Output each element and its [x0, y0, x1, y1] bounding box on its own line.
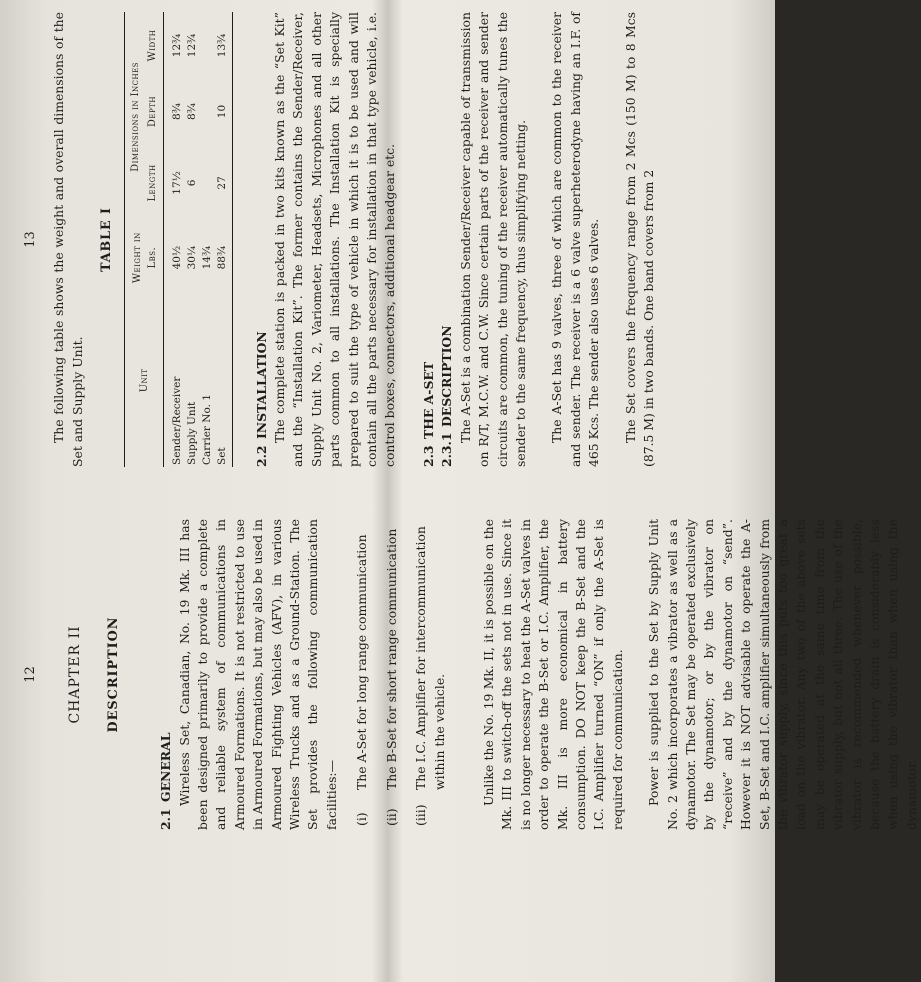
cell-width: 12¾	[185, 33, 198, 58]
chapter-heading: CHAPTER II	[67, 625, 84, 724]
list-item	[412, 519, 449, 830]
cell-width	[200, 12, 215, 79]
table-title: TABLE I	[98, 207, 114, 272]
table-row	[200, 12, 215, 467]
cell-width: 12¾	[170, 33, 183, 58]
column-header-dimensions: Dimensions in Inches	[124, 12, 144, 222]
column-header-length: Length	[144, 144, 164, 221]
cell-length: 17½	[170, 171, 183, 195]
list-item	[353, 519, 371, 830]
list-item-text: The B-Set for short range communication	[383, 528, 399, 790]
page-number: 12	[23, 666, 38, 683]
cell-depth	[200, 79, 215, 144]
section-number: 2.3.1	[439, 432, 455, 467]
paragraph-installation: The complete station is packed in two kits known as the “Set Kit” and the “Installation Kit”. The former contains the Sender/Receiver, Supply Unit No. 2, Variometer, Headsets, Microphones and all other parts common to all installations. The Installation Kit is specially prepared to suit the type of vehicle in which it is to be used and will contain all the parts necessary for installation in that type vehicle, i.e. control boxes, connectors, additional headgear etc.	[272, 12, 398, 467]
list-item-number: (iii)	[413, 804, 429, 826]
section-title: GENERAL	[158, 732, 174, 802]
cell-width: 13¾	[215, 12, 233, 79]
section-heading-2-3	[420, 12, 438, 467]
facilities-list	[353, 519, 449, 830]
page-12	[0, 491, 919, 982]
cell-depth: 8¾	[185, 103, 198, 120]
weights-dimensions-table	[124, 12, 233, 467]
list-item-text: The A-Set for long range communication	[354, 534, 370, 790]
page-number: 13	[23, 231, 38, 248]
table-row	[163, 12, 185, 467]
cell-length: 6	[185, 179, 198, 187]
paragraph-table-intro: The following table shows the weight and overall dimensions of the Set and Supply Unit.	[51, 12, 85, 467]
section-heading-2-2	[253, 12, 271, 467]
column-header-depth: Depth	[144, 79, 164, 144]
list-item-number: (i)	[354, 812, 370, 826]
paragraph-power-supply: Power is supplied to the Set by Supply Unit No. 2 which incorporates a vibrator as well as a dynamotor. The Set may be operated exclusively by the dynamotor; or by the vibrator on “receive” and by the dynamotor on “send”. However it is NOT advisable to operate the A-Set, B-Set and I.C. amplifier simultaneously from the vibrator supply, since this puts too great a load on the vibrator. Any two of the above sets may be operated at the same time from the vibrator supply, but not all three. The use of the vibrator is recommended whenever possible, because the battery drain is considerably less when using the vibrator than when using the dynamotor.	[646, 519, 919, 830]
list-item-number: (ii)	[383, 808, 399, 826]
cell-depth: 10	[215, 79, 233, 144]
paragraph-mk3-switching: Unlike the No. 19 Mk. II, it is possible on the Mk. III to switch-off the sets not in use. Since it is no longer necessary to heat the A-Set valves in order to operate the B-Set or I.C. Amplifier, the Mk. III is more economical in battery consumption. DO NOT keep the B-Set and the I.C. Amplifier turned “ON” if only the A-Set is required for communication.	[480, 519, 625, 830]
cell-unit: Sender/Receiver	[170, 376, 183, 465]
cell-weight: 88¾	[215, 222, 233, 294]
cell-weight: 14¾	[200, 245, 213, 270]
section-heading-2-3-1	[438, 12, 456, 467]
cell-weight: 40½	[170, 245, 183, 270]
section-title: THE A-SET	[420, 361, 436, 439]
section-number: 2.3	[420, 445, 436, 467]
cell-unit: Carrier No. 1	[200, 394, 213, 465]
section-heading-2-1	[157, 519, 175, 830]
cell-length: 27	[215, 144, 233, 221]
column-header-weight: Weight in Lbs.	[124, 222, 163, 294]
paragraph-general-intro: Wireless Set, Canadian, No. 19 Mk. III has been designed primarily to provide a complete and reliable system of communications in Armoured Formations. It is not restricted to use in Armoured Formations, but may also be used in Armoured Fighting Vehicles (AFV), in various Wireless Trucks and as a Ground-Station. The Set provides the following communication facilities:—	[176, 519, 339, 830]
section-title: DESCRIPTION	[439, 325, 455, 427]
page-13	[0, 0, 775, 491]
paragraph-aset-description: The A-Set is a combination Sender/Receiver capable of transmission on R/T, M.C.W. and C.W. Since certain parts of the receiver and sender circuits are common, the tuning of the receiver automatically tunes the sender to the same frequency, thus simplifying netting.	[457, 12, 528, 467]
paragraph-aset-frequency: The Set covers the frequency range from 2 Mcs (150 M) to 8 Mcs (87.5 M) in two bands. One band covers from 2	[622, 12, 656, 467]
column-header-unit: Unit	[124, 294, 163, 467]
table-row	[185, 12, 200, 467]
cell-length	[200, 144, 215, 221]
cell-depth: 8¾	[170, 103, 183, 120]
section-title: INSTALLATION	[253, 331, 269, 439]
table-row	[215, 12, 233, 467]
cell-weight: 30¼	[185, 245, 198, 270]
paragraph-aset-valves: The A-Set has 9 valves, three of which are common to the receiver and sender. The receiver is a 6 valve superheterodyne having an I.F. of 465 Kcs. The sender also uses 6 valves.	[549, 12, 602, 467]
table-header-row	[124, 12, 144, 467]
cell-unit: Set	[215, 294, 233, 467]
chapter-title: DESCRIPTION	[105, 616, 121, 733]
section-number: 2.1	[158, 808, 174, 830]
section-number: 2.2	[253, 445, 269, 467]
list-item-text: The I.C. Amplifier for intercommunication within the vehicle.	[413, 526, 447, 790]
cell-unit: Supply Unit	[185, 401, 198, 465]
column-header-width: Width	[144, 12, 164, 79]
list-item	[383, 519, 401, 830]
